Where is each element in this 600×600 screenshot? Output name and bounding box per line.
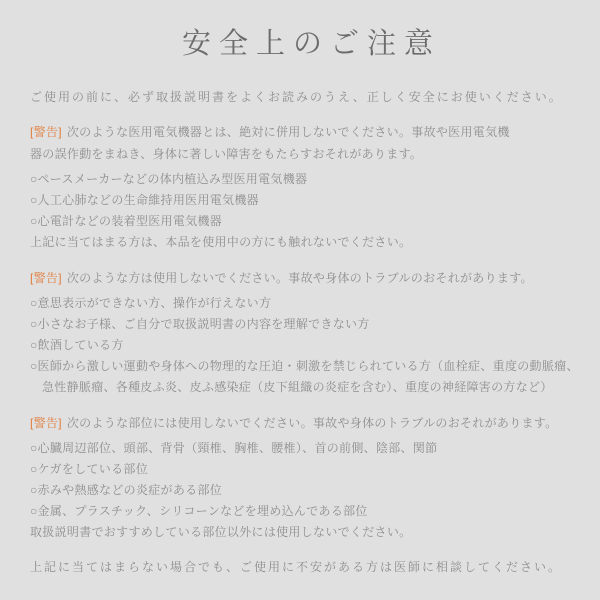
intro-text: ご使用の前に、必ず取扱説明書をよくお読みのうえ、正しく安全にお使いください。 xyxy=(30,90,563,104)
warning-heading xyxy=(30,412,585,434)
footer-advice-text: 上記に当てはまらない場合でも、ご使用に不安がある方は医師に相談してください。 xyxy=(30,560,563,574)
warning-heading-text: 器の誤作動をまねき、身体に著しい障害をもたらすおそれがあります。 xyxy=(30,147,423,161)
warning-heading-text: 次のような部位には使用しないでください。事故や身体のトラブルのおそれがあります。 xyxy=(66,416,558,430)
list-item: ○金属、プラスチック、シリコーンなどを埋め込んである部位 xyxy=(30,504,368,518)
list-item: ○ペースメーカーなどの体内植込み型医用電気機器 xyxy=(30,172,308,186)
warning-section-persons xyxy=(30,267,585,398)
warning-heading xyxy=(30,121,585,143)
list-item: ○心電計などの装着型医用電気機器 xyxy=(30,214,223,228)
page-title: 安全上のご注意 xyxy=(181,28,441,60)
section-note: 取扱説明書でおすすめしている部位以外には使用しないでください。 xyxy=(30,525,412,539)
list-item: ○飲酒している方 xyxy=(30,338,124,352)
warning-label: [警告] xyxy=(30,416,62,430)
list-item: ○ケガをしている部位 xyxy=(30,462,149,476)
list-item: ○人工心肺などの生命維持用医用電気機器 xyxy=(30,193,259,207)
warning-section-devices xyxy=(30,121,585,253)
warning-item-list xyxy=(30,438,585,543)
warning-heading xyxy=(30,267,585,289)
warning-item-list xyxy=(30,169,585,253)
warning-item-list xyxy=(30,293,585,398)
list-item: ○心臓周辺部位、頭部、背骨（頸椎、胸椎、腰椎）、首の前側、陰部、関節 xyxy=(30,441,438,455)
list-item-continuation: 急性静脈瘤、各種皮ふ炎、皮ふ感染症（皮下組織の炎症を含む）、重度の神経障害の方など） xyxy=(42,380,553,394)
list-item: ○医師から激しい運動や身体への物理的な圧迫・刺激を禁じられている方（血栓症、重度の動脈瘤、 xyxy=(30,359,579,373)
warning-label: [警告] xyxy=(30,125,62,139)
warning-heading-text: 次のような医用電気機器とは、絶対に併用しないでください。事故や医用電気機 xyxy=(66,125,510,139)
list-item: ○意思表示ができない方、操作が行えない方 xyxy=(30,296,272,310)
section-note: 上記に当てはまる方は、本品を使用中の方にも触れないでください。 xyxy=(30,235,412,249)
list-item: ○小さなお子様、ご自分で取扱説明書の内容を理解できない方 xyxy=(30,317,370,331)
warning-heading-text: 次のような方は使用しないでください。事故や身体のトラブルのおそれがあります。 xyxy=(66,271,533,285)
warning-label: [警告] xyxy=(30,271,62,285)
warning-section-body-parts xyxy=(30,412,585,543)
list-item: ○赤みや熱感などの炎症がある部位 xyxy=(30,483,223,497)
